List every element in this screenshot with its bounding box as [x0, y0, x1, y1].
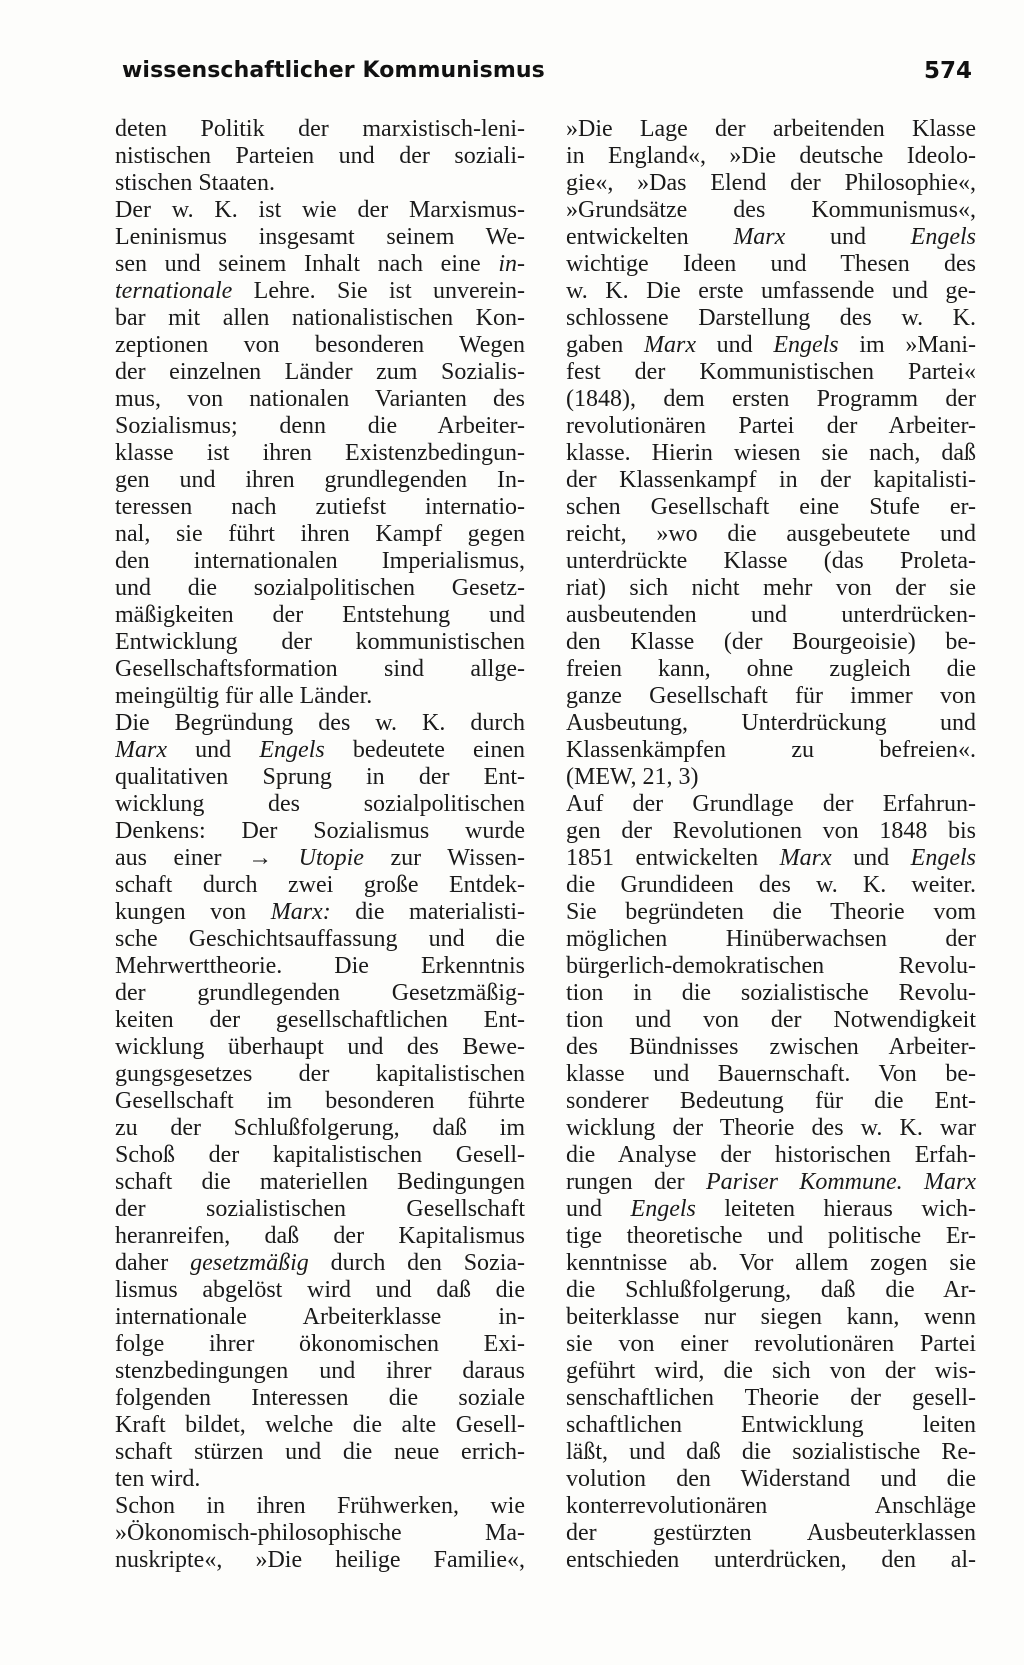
text-line: riat) sich nicht mehr von der sie [566, 575, 976, 601]
text-line: schen Gesellschaft eine Stufe er- [566, 494, 976, 520]
text-line: der sozialistischen Gesellschaft [115, 1196, 525, 1222]
text-line: unterdrückte Klasse (das Proleta- [566, 548, 976, 574]
text-line: die Grundideen des w. K. weiter. [566, 872, 976, 898]
text-line: ausbeutenden und unterdrücken- [566, 602, 976, 628]
text-line: daher gesetzmäßig durch den Sozia- [115, 1250, 525, 1276]
text-line: klasse. Hierin wiesen sie nach, daß [566, 440, 976, 466]
text-line: qualitativen Sprung in der Ent- [115, 764, 525, 790]
text-line: schaft durch zwei große Entdek- [115, 872, 525, 898]
text-line: internationale Arbeiterklasse in- [115, 1304, 525, 1330]
text-line: deten Politik der marxistisch-leni- [115, 116, 525, 142]
text-line: Kraft bildet, welche die alte Gesell- [115, 1412, 525, 1438]
text-line: Sozialismus; denn die Arbeiter- [115, 413, 525, 439]
text-line: Gesellschaft im besonderen führte [115, 1088, 525, 1114]
text-line: »Die Lage der arbeitenden Klasse [566, 116, 976, 142]
text-line: schaft die materiellen Bedingungen [115, 1169, 525, 1195]
text-line: gaben Marx und Engels im »Mani- [566, 332, 976, 358]
text-line: kenntnisse ab. Vor allem zogen sie [566, 1250, 976, 1276]
text-line: Entwicklung der kommunistischen [115, 629, 525, 655]
text-line: Denkens: Der Sozialismus wurde [115, 818, 525, 844]
text-line: klasse und Bauernschaft. Von be- [566, 1061, 976, 1087]
text-line: (1848), dem ersten Programm der [566, 386, 976, 412]
text-line: Leninismus insgesamt seinem We- [115, 224, 525, 250]
text-line: und Engels leiteten hieraus wich- [566, 1196, 976, 1222]
text-line: Schoß der kapitalistischen Gesell- [115, 1142, 525, 1168]
text-line: Ausbeutung, Unterdrückung und [566, 710, 976, 736]
text-line: den Klasse (der Bourgeoisie) be- [566, 629, 976, 655]
text-line: bar mit allen nationalistischen Kon- [115, 305, 525, 331]
text-line: schaftlichen Entwicklung leiten [566, 1412, 976, 1438]
text-line: schaft stürzen und die neue errich- [115, 1439, 525, 1465]
text-line: bürgerlich-demokratischen Revolu- [566, 953, 976, 979]
text-line: und die sozialpolitischen Gesetz- [115, 575, 525, 601]
text-line: heranreifen, daß der Kapitalismus [115, 1223, 525, 1249]
text-line: läßt, und daß die sozialistische Re- [566, 1439, 976, 1465]
text-line: mus, von nationalen Varianten des [115, 386, 525, 412]
text-line: wicklung überhaupt und des Bewe- [115, 1034, 525, 1060]
text-line: zu der Schlußfolgerung, daß im [115, 1115, 525, 1141]
text-line: lismus abgelöst wird und daß die [115, 1277, 525, 1303]
text-line: fest der Kommunistischen Partei« [566, 359, 976, 385]
text-line: Klassenkämpfen zu befreien«. [566, 737, 976, 763]
text-line: folgenden Interessen die soziale [115, 1385, 525, 1411]
text-line: revolutionären Partei der Arbeiter- [566, 413, 976, 439]
text-line: freien kann, ohne zugleich die [566, 656, 976, 682]
text-line: die Schlußfolgerung, daß die Ar- [566, 1277, 976, 1303]
text-line: sen und seinem Inhalt nach eine in- [115, 251, 525, 277]
text-line: Schon in ihren Frühwerken, wie [115, 1493, 525, 1519]
text-line: mäßigkeiten der Entstehung und [115, 602, 525, 628]
text-line: ternationale Lehre. Sie ist unverein- [115, 278, 525, 304]
running-header-title: wissenschaftlicher Kommunismus [122, 58, 545, 83]
text-line: konterrevolutionären Anschläge [566, 1493, 976, 1519]
text-line: Marx und Engels bedeutete einen [115, 737, 525, 763]
text-line: den internationalen Imperialismus, [115, 548, 525, 574]
text-line: gie«, »Das Elend der Philosophie«, [566, 170, 976, 196]
text-line: gen der Revolutionen von 1848 bis [566, 818, 976, 844]
text-line: schlossene Darstellung des w. K. [566, 305, 976, 331]
text-line: Der w. K. ist wie der Marxismus- [115, 197, 525, 223]
text-line: sie von einer revolutionären Partei [566, 1331, 976, 1357]
text-line: meingültig für alle Länder. [115, 683, 373, 709]
text-line: geführt wird, die sich von der wis- [566, 1358, 976, 1384]
text-line: ten wird. [115, 1466, 201, 1492]
text-line: »Grundsätze des Kommunismus«, [566, 197, 976, 223]
text-line: in England«, »Die deutsche Ideolo- [566, 143, 976, 169]
text-line: tige theoretische und politische Er- [566, 1223, 976, 1249]
text-line: senschaftlichen Theorie der gesell- [566, 1385, 976, 1411]
text-line: Sie begründeten die Theorie vom [566, 899, 976, 925]
text-line: nal, sie führt ihren Kampf gegen [115, 521, 525, 547]
text-line: der Klassenkampf in der kapitalisti- [566, 467, 976, 493]
text-line: stenzbedingungen und ihrer daraus [115, 1358, 525, 1384]
text-line: nuskripte«, »Die heilige Familie«, [115, 1547, 525, 1573]
text-line: der grundlegenden Gesetzmäßig- [115, 980, 525, 1006]
text-line: gungsgesetzes der kapitalistischen [115, 1061, 525, 1087]
text-line: sche Geschichtsauffassung und die [115, 926, 525, 952]
text-line: ganze Gesellschaft für immer von [566, 683, 976, 709]
text-line: der gestürzten Ausbeuterklassen [566, 1520, 976, 1546]
text-line: Mehrwerttheorie. Die Erkenntnis [115, 953, 525, 979]
text-line: teressen nach zutiefst internatio- [115, 494, 525, 520]
text-line: tion und von der Notwendigkeit [566, 1007, 976, 1033]
text-line: die Analyse der historischen Erfah- [566, 1142, 976, 1168]
text-line: wicklung der Theorie des w. K. war [566, 1115, 976, 1141]
text-line: wicklung des sozialpolitischen [115, 791, 525, 817]
text-line: tion in die sozialistische Revolu- [566, 980, 976, 1006]
text-line: folge ihrer ökonomischen Exi- [115, 1331, 525, 1357]
text-line: stischen Staaten. [115, 170, 275, 196]
text-line: kungen von Marx: die materialisti- [115, 899, 525, 925]
text-line: Auf der Grundlage der Erfahrun- [566, 791, 976, 817]
text-line: entschieden unterdrücken, den al- [566, 1547, 976, 1573]
right-text-column [566, 116, 976, 1574]
text-line: wichtige Ideen und Thesen des [566, 251, 976, 277]
text-line: klasse ist ihren Existenzbedingun- [115, 440, 525, 466]
text-line: sonderer Bedeutung für die Ent- [566, 1088, 976, 1114]
text-line: reicht, »wo die ausgebeutete und [566, 521, 976, 547]
text-line: gen und ihren grundlegenden In- [115, 467, 525, 493]
text-line: »Ökonomisch-philosophische Ma- [115, 1520, 525, 1546]
text-line: des Bündnisses zwischen Arbeiter- [566, 1034, 976, 1060]
text-line: möglichen Hinüberwachsen der [566, 926, 976, 952]
left-text-column [115, 116, 525, 1574]
text-line: zeptionen von besonderen Wegen [115, 332, 525, 358]
text-line: aus einer → Utopie zur Wissen- [115, 845, 525, 871]
text-line: Die Begründung des w. K. durch [115, 710, 525, 736]
text-line: volution den Widerstand und die [566, 1466, 976, 1492]
text-line: 1851 entwickelten Marx und Engels [566, 845, 976, 871]
text-line: entwickelten Marx und Engels [566, 224, 976, 250]
text-line: (MEW, 21, 3) [566, 764, 699, 790]
text-line: keiten der gesellschaftlichen Ent- [115, 1007, 525, 1033]
text-line: nistischen Parteien und der soziali- [115, 143, 525, 169]
text-line: der einzelnen Länder zum Sozialis- [115, 359, 525, 385]
text-line: beiterklasse nur siegen kann, wenn [566, 1304, 976, 1330]
text-line: rungen der Pariser Kommune. Marx [566, 1169, 976, 1195]
text-line: w. K. Die erste umfassende und ge- [566, 278, 976, 304]
text-line: Gesellschaftsformation sind allge- [115, 656, 525, 682]
page-number: 574 [923, 58, 972, 84]
